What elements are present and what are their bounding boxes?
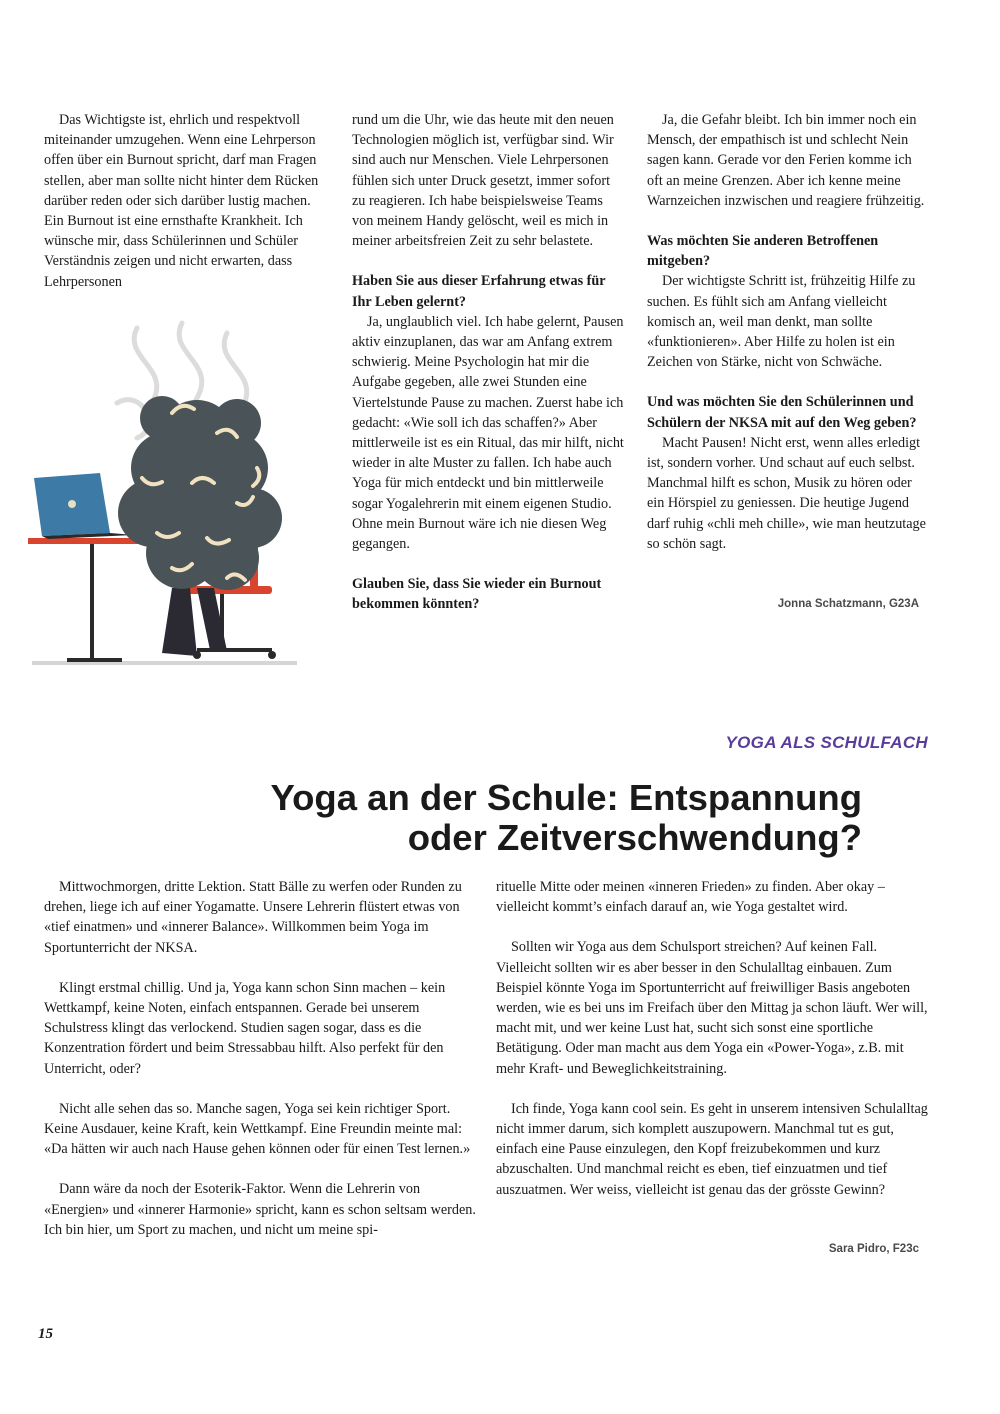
article2-column-1 — [44, 877, 480, 1240]
interview-question: Glauben Sie, dass Sie wieder ein Burnout bekommen könnten? — [352, 576, 602, 613]
page-number: 15 — [38, 1326, 53, 1342]
article1-col1-paragraph: Das Wichtigste ist, ehrlich und respektvoll miteinander umzugehen. Wenn eine Lehrperson offen über ein Burnout spricht, darf man Fragen stellen, aber man sollte nicht hinter dem Rücken darüber reden oder sich darüber lustig machen. Ein Burnout ist eine ernsthafte Krankheit. Ich wünsche mir, dass Schülerinnen und Schüler Verständnis zeigen und nicht erwarten, dass Lehrpersonen — [44, 112, 319, 290]
article1-col2-paragraph: rund um die Uhr, wie das heute mit den neuen Technologien möglich ist, verfügbar sind. Wir sind auch nur Menschen. Viele Lehrpersonen fühlen sich unter Druck gesetzt, immer sofort zu reagieren. Ich habe beispielsweise Teams von meinem Handy gelöscht, weil es mich in meiner arbeitsfreien Zeit zu sehr belastete. — [352, 112, 614, 250]
headline-line-2: oder Zeitverschwendung? — [407, 817, 862, 858]
article1-column-2 — [352, 110, 624, 615]
interview-answer: Ja, unglaublich viel. Ich habe gelernt, Pausen aktiv einzuplanen, das war am Anfang extrem schwierig. Meine Psychologin hat mir die Aufgabe gegeben, alle zwei Stunden eine Viertelstunde Pause zu machen. Zuerst habe ich gedacht: «Wie soll ich das schaffen?» Aber mittlerweile ist es ein Ritual, das mir hilft, nicht wieder in alte Muster zu fallen. Ich habe auch Yoga für mich entdeckt und bin mittlerweile sogar Yogalehrerin mit einem eigenen Studio. Ohne mein Burnout wäre ich nie diesen Weg gegangen. — [352, 313, 624, 553]
article2-paragraph: Nicht alle sehen das so. Manche sagen, Yoga sei kein richtiger Sport. Keine Ausdauer, keine Kraft, kein Wettkampf. Eine Freundin meinte mal: «Da hätten wir auch nach Hause gehen können oder für einen Test lernen.» — [44, 1100, 471, 1158]
article1-author: Jonna Schatzmann, G23A — [777, 598, 919, 610]
article2-paragraph: Klingt erstmal chillig. Und ja, Yoga kann schon Sinn machen – kein Wettkampf, keine Noten, einfach entspannen. Gerade bei unserem Schulstress klingt das verlockend. Studien sagen sogar, dass es die Konzentration fördert und beim Stressabbau hilft. Also perfekt für den Unterricht, oder? — [44, 979, 446, 1077]
interview-question: Und was möchten Sie den Schülerinnen und Schülern der NKSA mit auf den Weg geben? — [647, 394, 917, 431]
interview-question: Haben Sie aus dieser Erfahrung etwas für Ihr Leben gelernt? — [352, 273, 606, 310]
interview-answer: Macht Pausen! Nicht erst, wenn alles erledigt ist, sondern vorher. Und schaut auf euch selbst. Manchmal hilft es schon, Musik zu hören oder ein Hörspiel zu geniessen. Die heutige Jugend darf ruhig «chli meh chille», wie man heutzutage so schön sagt. — [647, 434, 926, 552]
article2-paragraph: Ich finde, Yoga kann cool sein. Es geht in unserem intensiven Schulalltag nicht immer darum, sich komplett auszupowern. Manchmal tut es gut, einfach eine Pause einzulegen, den Kopf freizubekommen und kurz abzuschalten. Und manchmal reicht es eben, tief einzuatmen und tief auszuatmen. Wer weiss, vielleicht ist genau das der grösste Gewinn? — [496, 1100, 928, 1198]
article2-paragraph: Mittwochmorgen, dritte Lektion. Statt Bälle zu werfen oder Runden zu drehen, liege ich auf einer Yogamatte. Unsere Lehrerin flüstert etwas von «tief einatmen» und «innerer Balance». Willkommen beim Yoga im Sportunterricht der NKSA. — [44, 879, 462, 956]
article-headline — [122, 778, 862, 858]
article1-column-3 — [647, 110, 929, 554]
section-kicker: YOGA ALS SCHULFACH — [725, 733, 928, 752]
interview-answer: Der wichtigste Schritt ist, frühzeitig Hilfe zu suchen. Es fühlt sich am Anfang vielleicht komisch an, weil man denkt, man sollte «funktionieren». Aber Hilfe zu holen ist ein Zeichen von Stärke, nicht von Schwäche. — [647, 273, 916, 371]
article2-paragraph: Dann wäre da noch der Esoterik-Faktor. Wenn die Lehrerin von «Energien» und «innerer Harmonie» spricht, kann es schon seltsam werden. Ich bin hier, um Sport zu machen, und nicht um meine spi- — [44, 1181, 476, 1238]
interview-answer: Ja, die Gefahr bleibt. Ich bin immer noch ein Mensch, der empathisch ist und schlecht Nein sagen kann. Gerade vor den Ferien komme ich oft an meine Grenzen. Aber ich kenne meine Warnzeichen inzwischen und reagiere frühzeitig. — [647, 112, 925, 209]
article1-column-1 — [44, 110, 324, 292]
burnout-illustration — [22, 318, 322, 673]
headline-line-1: Yoga an der Schule: Entspannung — [270, 777, 862, 818]
article2-paragraph: rituelle Mitte oder meinen «inneren Frieden» zu finden. Aber okay – vielleicht kommt’s einfach darauf an, wie Yoga gestaltet wird. — [496, 879, 885, 916]
article2-paragraph: Sollten wir Yoga aus dem Schulsport streichen? Auf keinen Fall. Vielleicht sollten wir es aber besser in den Schulalltag einbauen. Zum Beispiel könnte Yoga im Sportunterricht auf freiwilliger Basis angeboten werden, wie es bei uns im Freifach über den Mittag ja schon läuft. Wer will, macht mit, und wer keine Lust hat, sucht sich sonst eine sportliche Betätigung. Oder man macht aus dem Yoga ein «Power-Yoga», z.B. mit mehr Kraft- und Beweglichkeitstraining. — [496, 939, 928, 1077]
interview-question: Was möchten Sie anderen Betroffenen mitgeben? — [647, 233, 879, 270]
article2-author: Sara Pidro, F23c — [828, 1243, 919, 1255]
article2-column-2 — [496, 877, 932, 1200]
